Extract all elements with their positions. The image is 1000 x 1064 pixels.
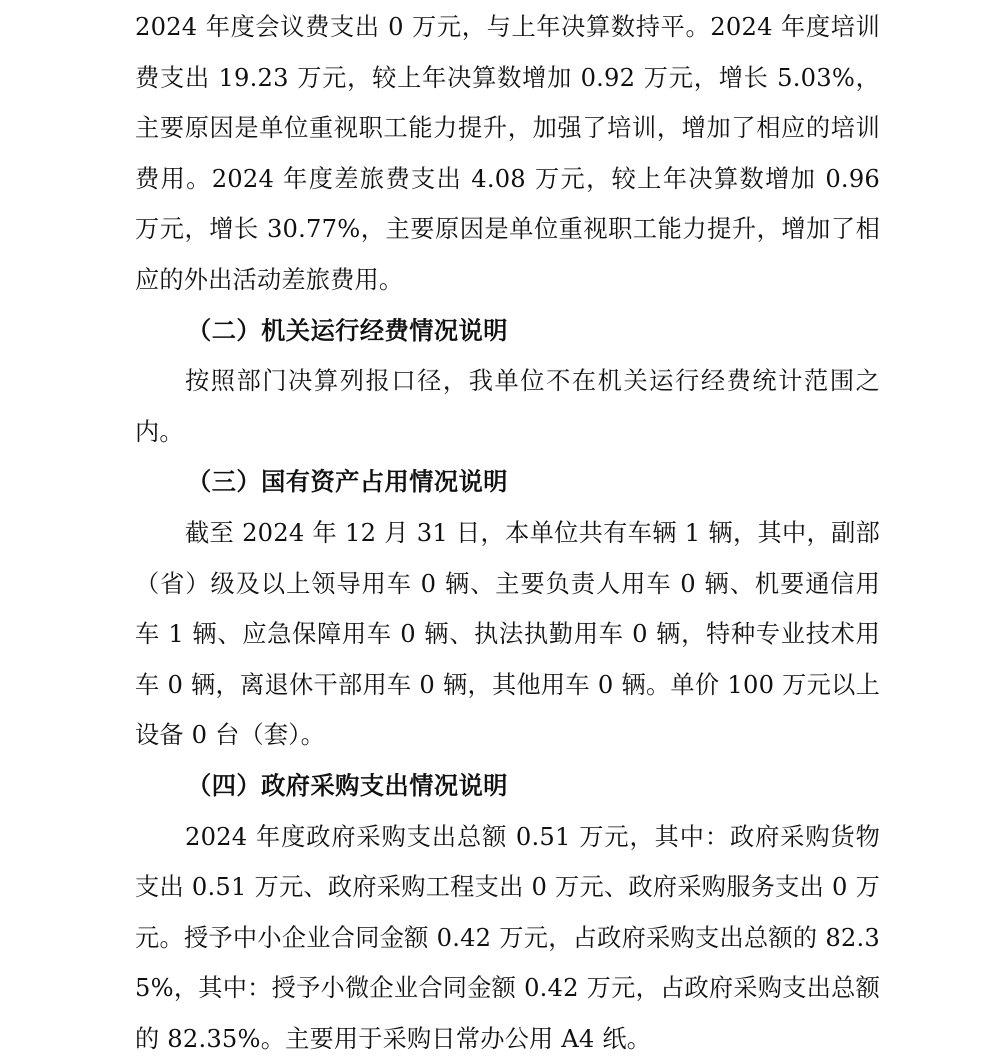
heading-office-operating-expenses: （二）机关运行经费情况说明 (135, 306, 880, 357)
paragraph-state-assets: 截至 2024 年 12 月 31 日，本单位共有车辆 1 辆，其中，副部（省）级及以上领导用车 0 辆、主要负责人用车 0 辆、机要通信用车 1 辆、应急保障用车 0 辆、执法执勤用车 0 辆，特种专业技术用车 0 辆，离退休干部用车 0 辆，其他用车 0 辆。单价 100 万元以上设备 0 台（套）。 (135, 508, 880, 761)
paragraph-government-procurement: 2024 年度政府采购支出总额 0.51 万元，其中：政府采购货物支出 0.51 万元、政府采购工程支出 0 万元、政府采购服务支出 0 万元。授予中小企业合同金额 0.42 万元，占政府采购支出总额的 82.35%，其中：授予小微企业合同金额 0.42 万元，占政府采购支出总额的 82.35%。主要用于采购日常办公用 A4 纸。 (135, 812, 880, 1064)
paragraph-meeting-training-travel-expenses: 2024 年度会议费支出 0 万元，与上年决算数持平。2024 年度培训费支出 19.23 万元，较上年决算数增加 0.92 万元，增长 5.03%，主要原因是单位重视职工能力提升，加强了培训，增加了相应的培训费用。2024 年度差旅费支出 4.08 万元，较上年决算数增加 0.96 万元，增长 30.77%，主要原因是单位重视职工能力提升，增加了相应的外出活动差旅费用。 (135, 2, 880, 306)
heading-state-assets: （三）国有资产占用情况说明 (135, 457, 880, 508)
document-page (135, 2, 880, 1064)
heading-government-procurement: （四）政府采购支出情况说明 (135, 761, 880, 812)
paragraph-office-operating-expenses: 按照部门决算列报口径，我单位不在机关运行经费统计范围之内。 (135, 356, 880, 457)
